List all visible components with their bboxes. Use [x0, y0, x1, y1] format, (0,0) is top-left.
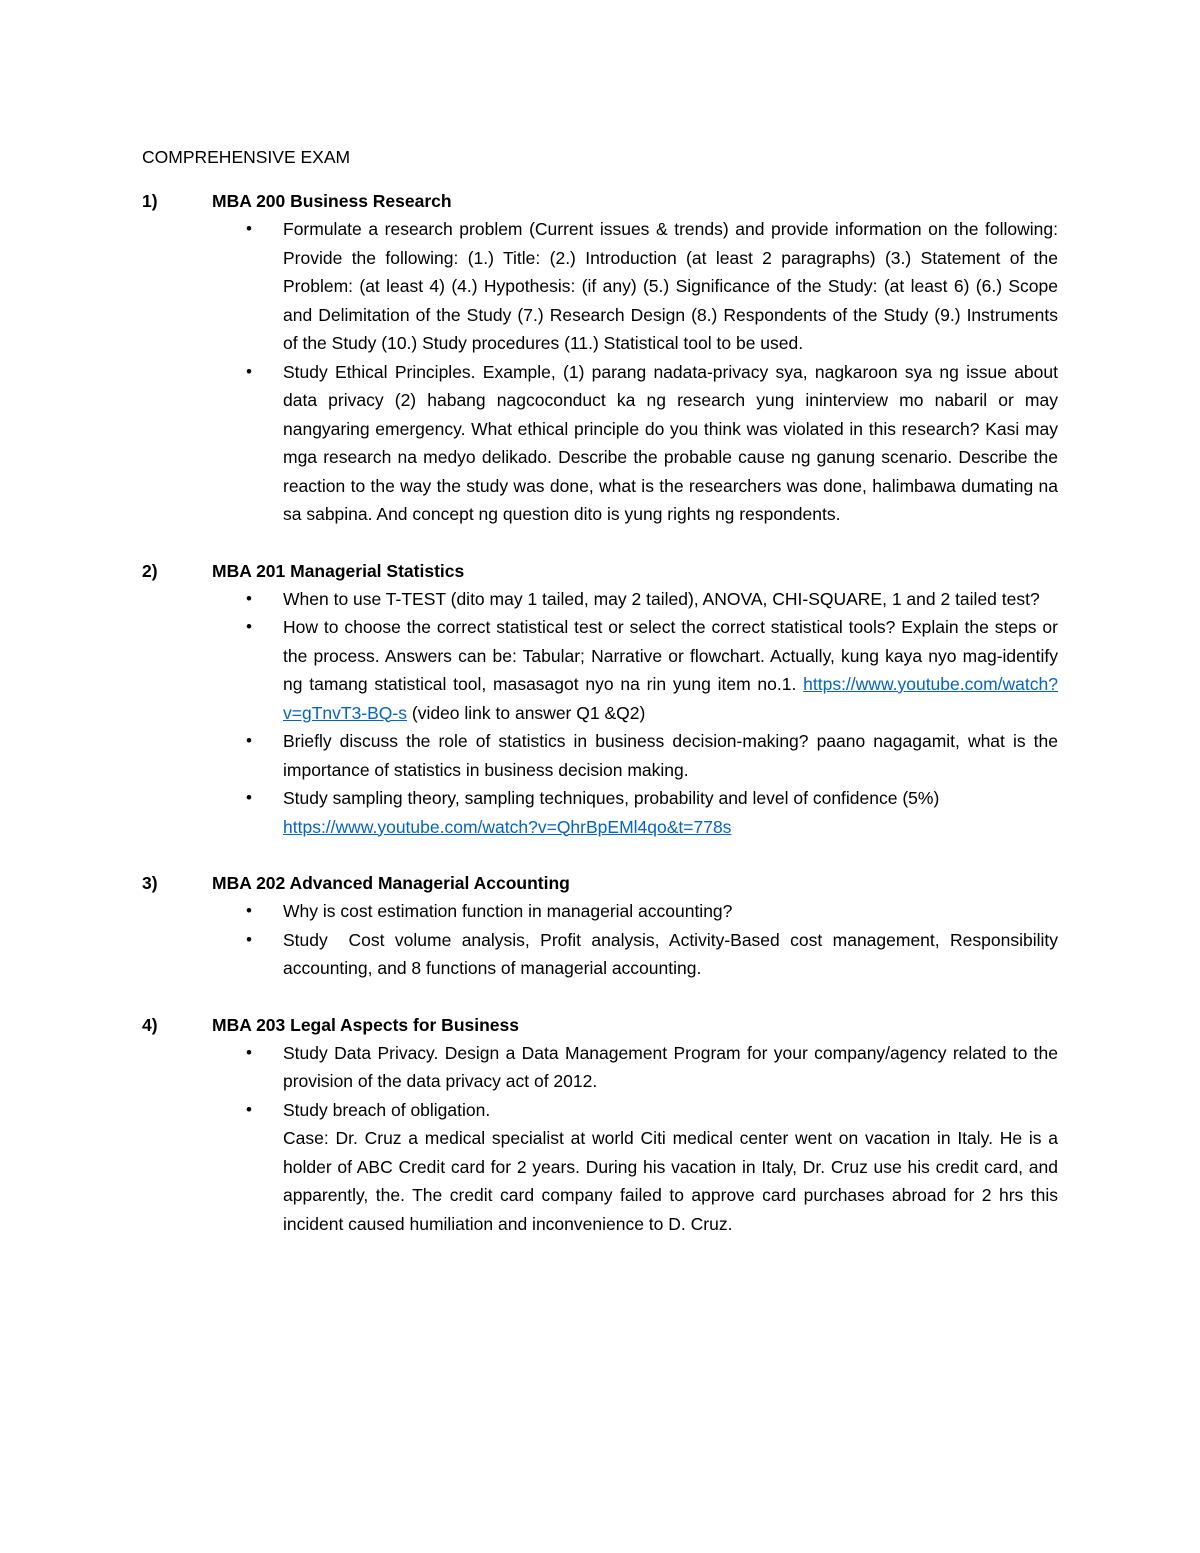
list-item-text: Study sampling theory, sampling techniques, probability and level of confidence (5%) [283, 788, 940, 808]
list-item [246, 1039, 1058, 1096]
bullet-icon: • [246, 588, 252, 608]
section-title: MBA 200 Business Research [212, 191, 452, 211]
list-item-text: When to use T-TEST (dito may 1 tailed, may 2 tailed), ANOVA, CHI-SQUARE, 1 and 2 tailed test? [283, 588, 1040, 609]
list-item [246, 613, 1058, 727]
section-mba-200 [142, 187, 1058, 529]
bullet-icon: • [246, 1042, 252, 1062]
section-number: 3) [142, 873, 158, 893]
list-item-text: Formulate a research problem (Current issues & trends) and provide information on the following: Provide the following: (1.) Title: (2.) Introduction (at least 2 paragraphs) (3.) Statement of the Problem: (at least 4) (4.) Hypothesis: (if any) (5.) Significance of the Study: (at least 6) (6.) Scope and Delimitation of the Study (7.) Research Design (8.) Respondents of the Study (9.) Instruments of the Study (10.) Study procedures (11.) Statistical tool to be used. [283, 219, 1058, 353]
link-note: (video link to answer Q1 &Q2) [407, 702, 646, 723]
list-item-text: Study breach of obligation. [283, 1099, 491, 1120]
section-title: MBA 202 Advanced Managerial Accounting [212, 873, 570, 893]
bullet-list [142, 585, 1058, 842]
section-mba-203 [142, 1011, 1058, 1239]
list-item [246, 585, 1058, 614]
bullet-icon: • [246, 617, 252, 636]
section-heading [142, 869, 1058, 897]
list-item-text: Study Ethical Principles. Example, (1) parang nadata-privacy sya, nagkaroon sya ng issue about data privacy (2) habang nagcoconduct ka ng research yung ininterview mo nabaril or may nangyaring emergency. What ethical principle do you think was violated in this research? Kasi may mga research na medyo delikado. Describe the probable cause ng ganung scenario. Describe the reaction to the way the study was done, what is the researchers was done, halimbawa dumating na sa sabpina. And concept ng question dito is yung rights ng respondents. [283, 361, 1058, 524]
list-item [246, 1096, 1058, 1239]
section-number: 4) [142, 1014, 158, 1035]
bullet-icon: • [246, 901, 252, 920]
bullet-icon: • [246, 219, 252, 238]
list-item [246, 727, 1058, 784]
bullet-icon: • [246, 1099, 252, 1119]
bullet-icon: • [246, 731, 252, 750]
section-mba-201 [142, 557, 1058, 842]
section-title: MBA 201 Managerial Statistics [212, 560, 465, 581]
list-item-text: Study Cost volume analysis, Profit analysis, Activity-Based cost management, Responsibility accounting, and 8 functions of managerial accounting. [283, 929, 1063, 978]
section-mba-202 [142, 869, 1063, 983]
bullet-icon: • [246, 361, 252, 381]
list-item-text: Why is cost estimation function in managerial accounting? [283, 901, 733, 921]
case-text: Case: Dr. Cruz a medical specialist at world Citi medical center went on vacation in Italy. He is a holder of ABC Credit card for 2 years. During his vacation in Italy, Dr. Cruz use his credit card, and apparently, the. The credit card company failed to approve card purchases abroad for 2 hrs this incident caused humiliation and inconvenience to D. Cruz. [283, 1128, 1058, 1234]
section-number: 2) [142, 560, 158, 581]
list-item [246, 926, 1063, 983]
list-item [246, 215, 1058, 358]
bullet-icon: • [246, 929, 252, 949]
bullet-list [142, 897, 1063, 983]
list-item [246, 358, 1058, 529]
list-item-text: Study Data Privacy. Design a Data Management Program for your company/agency related to the provision of the data privacy act of 2012. [283, 1042, 1058, 1091]
bullet-list [142, 1039, 1058, 1239]
section-heading [142, 187, 1058, 215]
list-item [246, 784, 1058, 841]
doc-title: COMPREHENSIVE EXAM [142, 147, 351, 167]
section-heading [142, 1011, 1058, 1039]
list-item-text: How to choose the correct statistical test or select the correct statistical tools? Explain the steps or the process. Answers can be: Tabular; Narrative or flowchart. Actually, kung kaya nyo mag-identify ng tamang statistical tool, masasagot nyo na rin yung item no.1. [283, 617, 1058, 694]
bullet-icon: • [246, 788, 252, 807]
list-item-text: Briefly discuss the role of statistics in business decision-making? paano nagagamit, what is the importance of statistics in business decision making. [283, 731, 1058, 780]
youtube-link-ttest[interactable]: https://www.youtube.com/watch?v=gTnvT3-BQ-s [283, 674, 1058, 723]
section-number: 1) [142, 191, 158, 211]
youtube-link-sampling[interactable]: https://www.youtube.com/watch?v=QhrBpEMl4qo&t=778s [283, 816, 732, 837]
bullet-list [142, 215, 1058, 529]
list-item [246, 897, 1058, 926]
section-title: MBA 203 Legal Aspects for Business [212, 1014, 519, 1035]
section-heading [142, 557, 1058, 585]
